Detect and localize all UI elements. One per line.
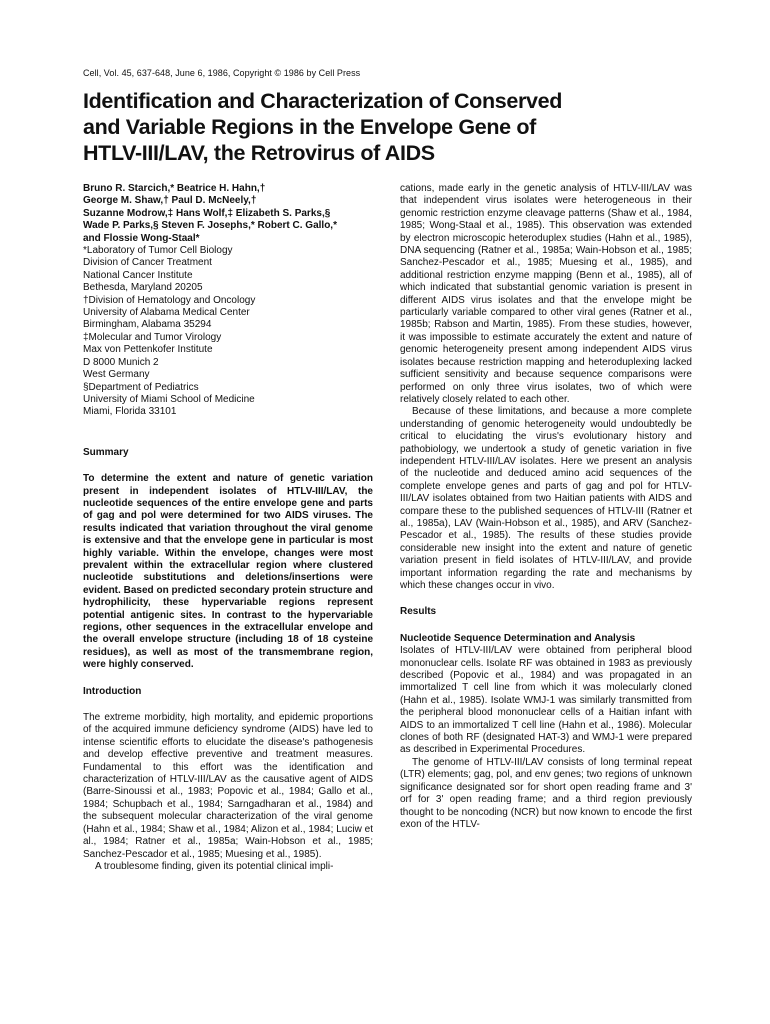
- affiliation-line: ‡Molecular and Tumor Virology: [83, 331, 222, 343]
- affiliation-line: University of Alabama Medical Center: [83, 307, 250, 319]
- summary-text: To determine the extent and nature of genetic variation present in independent isolates of HTLV-III/LAV, the nucleotide sequences of the entire envelope gene and parts of gag and pol were determined for two AIDS viruses. The results indicated that variation throughout the viral genome is extensive and that the envelope gene in particular is most highly variable. Within the envelope, changes were most prevalent within the extracellular region where clustered nucleotide substitutions and deletions/insertions were evident. Based on predicted secondary protein structure and hydrophilicity, these hypervariable regions represent potential antigenic sites. In contrast to the hypervariable regions, other sequences in the extracellular envelope and the overall envelope structure (including 18 of 18 cysteine residues), as well as most of the transmembrane region, were highly conserved.: [83, 473, 373, 671]
- affiliation-line: Max von Pettenkofer Institute: [83, 344, 213, 356]
- affiliation-line: Division of Cancer Treatment: [83, 257, 212, 269]
- affiliation-line: Miami, Florida 33101: [83, 406, 177, 418]
- title-line: and Variable Regions in the Envelope Gene of: [83, 115, 536, 139]
- affiliation-line: Birmingham, Alabama 35294: [83, 319, 212, 331]
- intro-paragraph: The extreme morbidity, high mortality, and epidemic proportions of the acquired immune deficiency syndrome (AIDS) have led to intense scientific efforts to elucidate the disease's pathogenesis and develop effective preventive and treatment measures. Fundamental to this effort was the identification and characterization of HTLV-III/LAV as the causative agent of AIDS (Barre-Sinoussi et al., 1983; Popovic et al., 1984; Gallo et al., 1984; Schupbach et al., 1984; Sarngadharan et al., 1984) and the subsequent molecular characterization of the viral genome (Hahn et al., 1984; Shaw et al., 1984; Alizon et al., 1984; Luciw et al., 1984; Ratner et al., 1985a; Wain-Hobson et al., 1985; Sanchez-Pescador et al., 1985; Muesing et al., 1985).: [83, 712, 373, 860]
- affiliation-line: Bethesda, Maryland 20205: [83, 282, 203, 294]
- body-paragraph: Because of these limitations, and because a more complete understanding of genomic heterogeneity would undoubtedly be critical to elucidating the virus's evolutionary history and pathobiology, we undertook a study of genetic variation in five independent HTLV-III/LAV isolates. Here we present an analysis of the nucleotide and deduced amino acid sequences of the complete envelope genes and parts of gag and pol for HTLV-III/LAV isolates obtained from two Haitian patients with AIDS and compare these to the published sequences of HTLV-III (Ratner et al., 1985a), LAV (Wain-Hobson et al., 1985), and ARV (Sanchez-Pescador et al., 1985). The results of these studies provide considerable new insight into the extent and nature of genetic variation present in field isolates of HTLV-III/LAV, and provide important information regarding the rate and mechanisms by which these changes occur in vivo.: [400, 406, 692, 591]
- results-subheading: Nucleotide Sequence Determination and Analysis: [400, 632, 636, 644]
- author-line: Bruno R. Starcich,* Beatrice H. Hahn,†: [83, 183, 266, 194]
- right-column: [400, 183, 692, 831]
- affiliation-line: University of Miami School of Medicine: [83, 393, 255, 405]
- affiliation-line: West Germany: [83, 369, 150, 381]
- article-title: [83, 88, 703, 166]
- affiliation-line: D 8000 Munich 2: [83, 356, 159, 368]
- author-line: Wade P. Parks,§ Steven F. Josephs,* Robert C. Gallo,*: [83, 220, 337, 232]
- affiliation-line: *Laboratory of Tumor Cell Biology: [83, 245, 233, 257]
- intro-paragraph-continued: A troublesome finding, given its potential clinical impli-: [95, 860, 334, 872]
- affiliation-line: National Cancer Institute: [83, 269, 193, 281]
- author-line: and Flossie Wong-Staal*: [83, 232, 200, 244]
- affiliation-list: [83, 245, 373, 419]
- results-heading: Results: [400, 606, 437, 618]
- summary-heading: Summary: [83, 446, 129, 458]
- results-paragraph: Isolates of HTLV-III/LAV were obtained from peripheral blood mononuclear cells. Isolate RF was obtained in 1983 as previously described (Popovic et al., 1984) and was propagated in an immortalized T cell line from which it was molecularly cloned (Hahn et al., 1985). Isolate WMJ-1 was similarly transmitted from the peripheral blood mononuclear cells of a Haitian infant with AIDS to an immortalized T cell line (Hahn et al., 1986). Molecular clones of both RF (designated HAT-3) and WMJ-1 were prepared as described in Experimental Procedures.: [400, 645, 692, 756]
- left-column: [83, 183, 373, 873]
- affiliation-line: †Division of Hematology and Oncology: [83, 294, 256, 306]
- author-line: Suzanne Modrow,‡ Hans Wolf,‡ Elizabeth S. Parks,§: [83, 207, 331, 219]
- results-paragraph: The genome of HTLV-III/LAV consists of long terminal repeat (LTR) elements; gag, pol, and env genes; two regions of unknown significance designated sor for short open reading frame and 3' orf for 3' open reading frame; and a third region previously thought to be noncoding (NCR) but now known to encode the first exon of the HTLV-: [400, 756, 692, 830]
- title-line: HTLV-III/LAV, the Retrovirus of AIDS: [83, 141, 435, 165]
- author-list: [83, 183, 373, 245]
- affiliation-line: §Department of Pediatrics: [83, 381, 199, 393]
- title-line: Identification and Characterization of Conserved: [83, 89, 562, 113]
- body-paragraph: cations, made early in the genetic analysis of HTLV-III/LAV was that independent virus isolates were heterogeneous in their genomic restriction enzyme cleavage patterns (Shaw et al., 1984, 1985; Wong-Staal et al., 1985). This observation was extended by electron microscopic heteroduplex studies (Hahn et al., 1985), DNA sequencing (Ratner et al., 1985a; Wain-Hobson et al., 1985; Sanchez-Pescador et al., 1985; Muesing et al., 1985), and additional restriction enzyme mapping (Benn et al., 1985), all of which indicated that substantial genomic variation is present in different AIDS virus isolates and that the envelope might be particularly variable compared to other viral genes (Ratner et al., 1985b; Rabson and Martin, 1985). From these studies, however, it was impossible to estimate accurately the extent and nature of genomic heterogeneity present among independent AIDS virus isolates because restriction mapping and heteroduplexing lacked sufficient sensitivity and because sequence comparisons were performed on only three virus isolates, two of which were relatively closely related to each other.: [400, 183, 692, 405]
- author-line: George M. Shaw,† Paul D. McNeely,†: [83, 195, 257, 207]
- journal-citation: Cell, Vol. 45, 637-648, June 6, 1986, Copyright © 1986 by Cell Press: [83, 68, 361, 78]
- introduction-heading: Introduction: [83, 685, 142, 697]
